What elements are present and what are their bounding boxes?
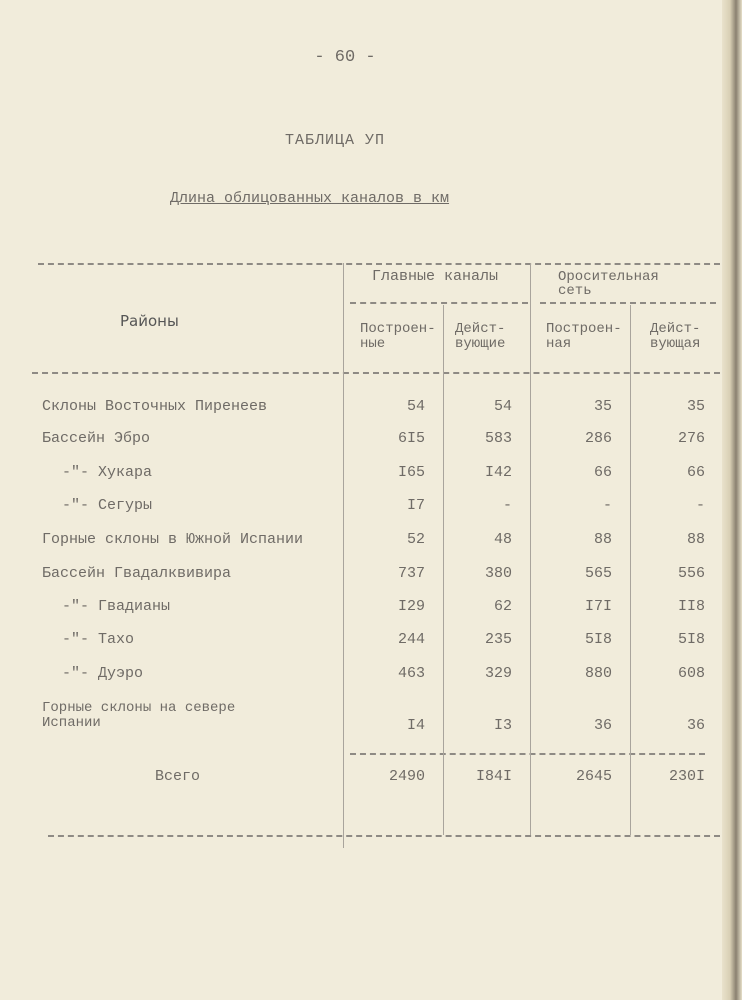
value-cell: 6I5 (397, 430, 425, 447)
value-cell: 737 (397, 565, 425, 582)
value-cell: 35 (593, 398, 612, 415)
value-cell: - (602, 497, 612, 514)
value-cell: 380 (484, 565, 512, 582)
district-name: Горные склоны на севере Испании (42, 700, 236, 731)
value-cell: 556 (677, 565, 705, 582)
value-cell: I3 (493, 717, 512, 734)
value-cell: I4 (406, 717, 425, 734)
value-cell: 5I8 (584, 631, 612, 648)
irrigation-network-header-2: сеть (558, 283, 592, 299)
value-cell: I42 (484, 464, 512, 481)
value-cell: - (695, 497, 705, 514)
value-cell: 36 (593, 717, 612, 734)
value-cell: 48 (493, 531, 512, 548)
header-bottom-rule (32, 372, 720, 374)
value-cell: 54 (493, 398, 512, 415)
value-cell: 276 (677, 430, 705, 447)
value-cell: 66 (593, 464, 612, 481)
value-cell: - (502, 497, 512, 514)
total-value-cell: 2645 (575, 768, 612, 785)
g1-built-header-2: ные (360, 336, 386, 352)
total-label: Всего (155, 768, 201, 785)
district-name: -"- Тахо (62, 631, 135, 648)
irrigation-network-header: Оросительная (558, 269, 659, 285)
g2-built-header-2: ная (546, 336, 572, 352)
g1-active-header-2: вующие (455, 336, 506, 352)
value-cell: I65 (397, 464, 425, 481)
value-cell: 54 (406, 398, 425, 415)
value-cell: 88 (686, 531, 705, 548)
district-name: Горные склоны в Южной Испании (42, 531, 304, 548)
column-divider (443, 305, 444, 835)
g2-active-header: Дейст- (650, 321, 701, 337)
column-divider (343, 263, 344, 848)
value-cell: 244 (397, 631, 425, 648)
value-cell: 52 (406, 531, 425, 548)
value-cell: 36 (686, 717, 705, 734)
value-cell: 62 (493, 598, 512, 615)
table-number: ТАБЛИЦА УП (284, 132, 385, 149)
total-value-cell: I84I (475, 768, 512, 785)
value-cell: I7 (406, 497, 425, 514)
g1-built-header: Построен- (360, 321, 436, 337)
binding-edge (722, 0, 742, 1000)
column-divider (630, 305, 631, 835)
value-cell: 463 (397, 665, 425, 682)
total-rule (350, 753, 705, 755)
page-number: - 60 - (314, 48, 376, 67)
value-cell: 880 (584, 665, 612, 682)
value-cell: I7I (584, 598, 612, 615)
district-name: -"- Хукара (62, 464, 153, 481)
district-name: Бассейн Гвадалквивира (42, 565, 232, 582)
district-name: Бассейн Эбро (42, 430, 151, 447)
value-cell: I29 (397, 598, 425, 615)
district-name: -"- Гвадианы (62, 598, 171, 615)
main-canals-header: Главные каналы (372, 268, 499, 285)
group1-rule (350, 302, 528, 304)
value-cell: II8 (677, 598, 705, 615)
total-value-cell: 2490 (388, 768, 425, 785)
districts-header: Районы (120, 312, 179, 330)
district-name: -"- Дуэро (62, 665, 144, 682)
value-cell: 565 (584, 565, 612, 582)
total-value-cell: 230I (668, 768, 705, 785)
g1-active-header: Дейст- (455, 321, 506, 337)
district-name: -"- Сегуры (62, 497, 153, 514)
table-bottom-rule (48, 835, 720, 837)
value-cell: 35 (686, 398, 705, 415)
column-divider (530, 263, 531, 835)
table-caption: Длина облицованных каналов в км (170, 190, 450, 207)
g2-built-header: Построен- (546, 321, 622, 337)
value-cell: 583 (484, 430, 512, 447)
group2-rule (540, 302, 716, 304)
value-cell: 235 (484, 631, 512, 648)
value-cell: 286 (584, 430, 612, 447)
table-top-rule (38, 263, 720, 265)
value-cell: 5I8 (677, 631, 705, 648)
value-cell: 66 (686, 464, 705, 481)
value-cell: 329 (484, 665, 512, 682)
g2-active-header-2: вующая (650, 336, 701, 352)
value-cell: 608 (677, 665, 705, 682)
district-name: Склоны Восточных Пиренеев (42, 398, 268, 415)
value-cell: 88 (593, 531, 612, 548)
